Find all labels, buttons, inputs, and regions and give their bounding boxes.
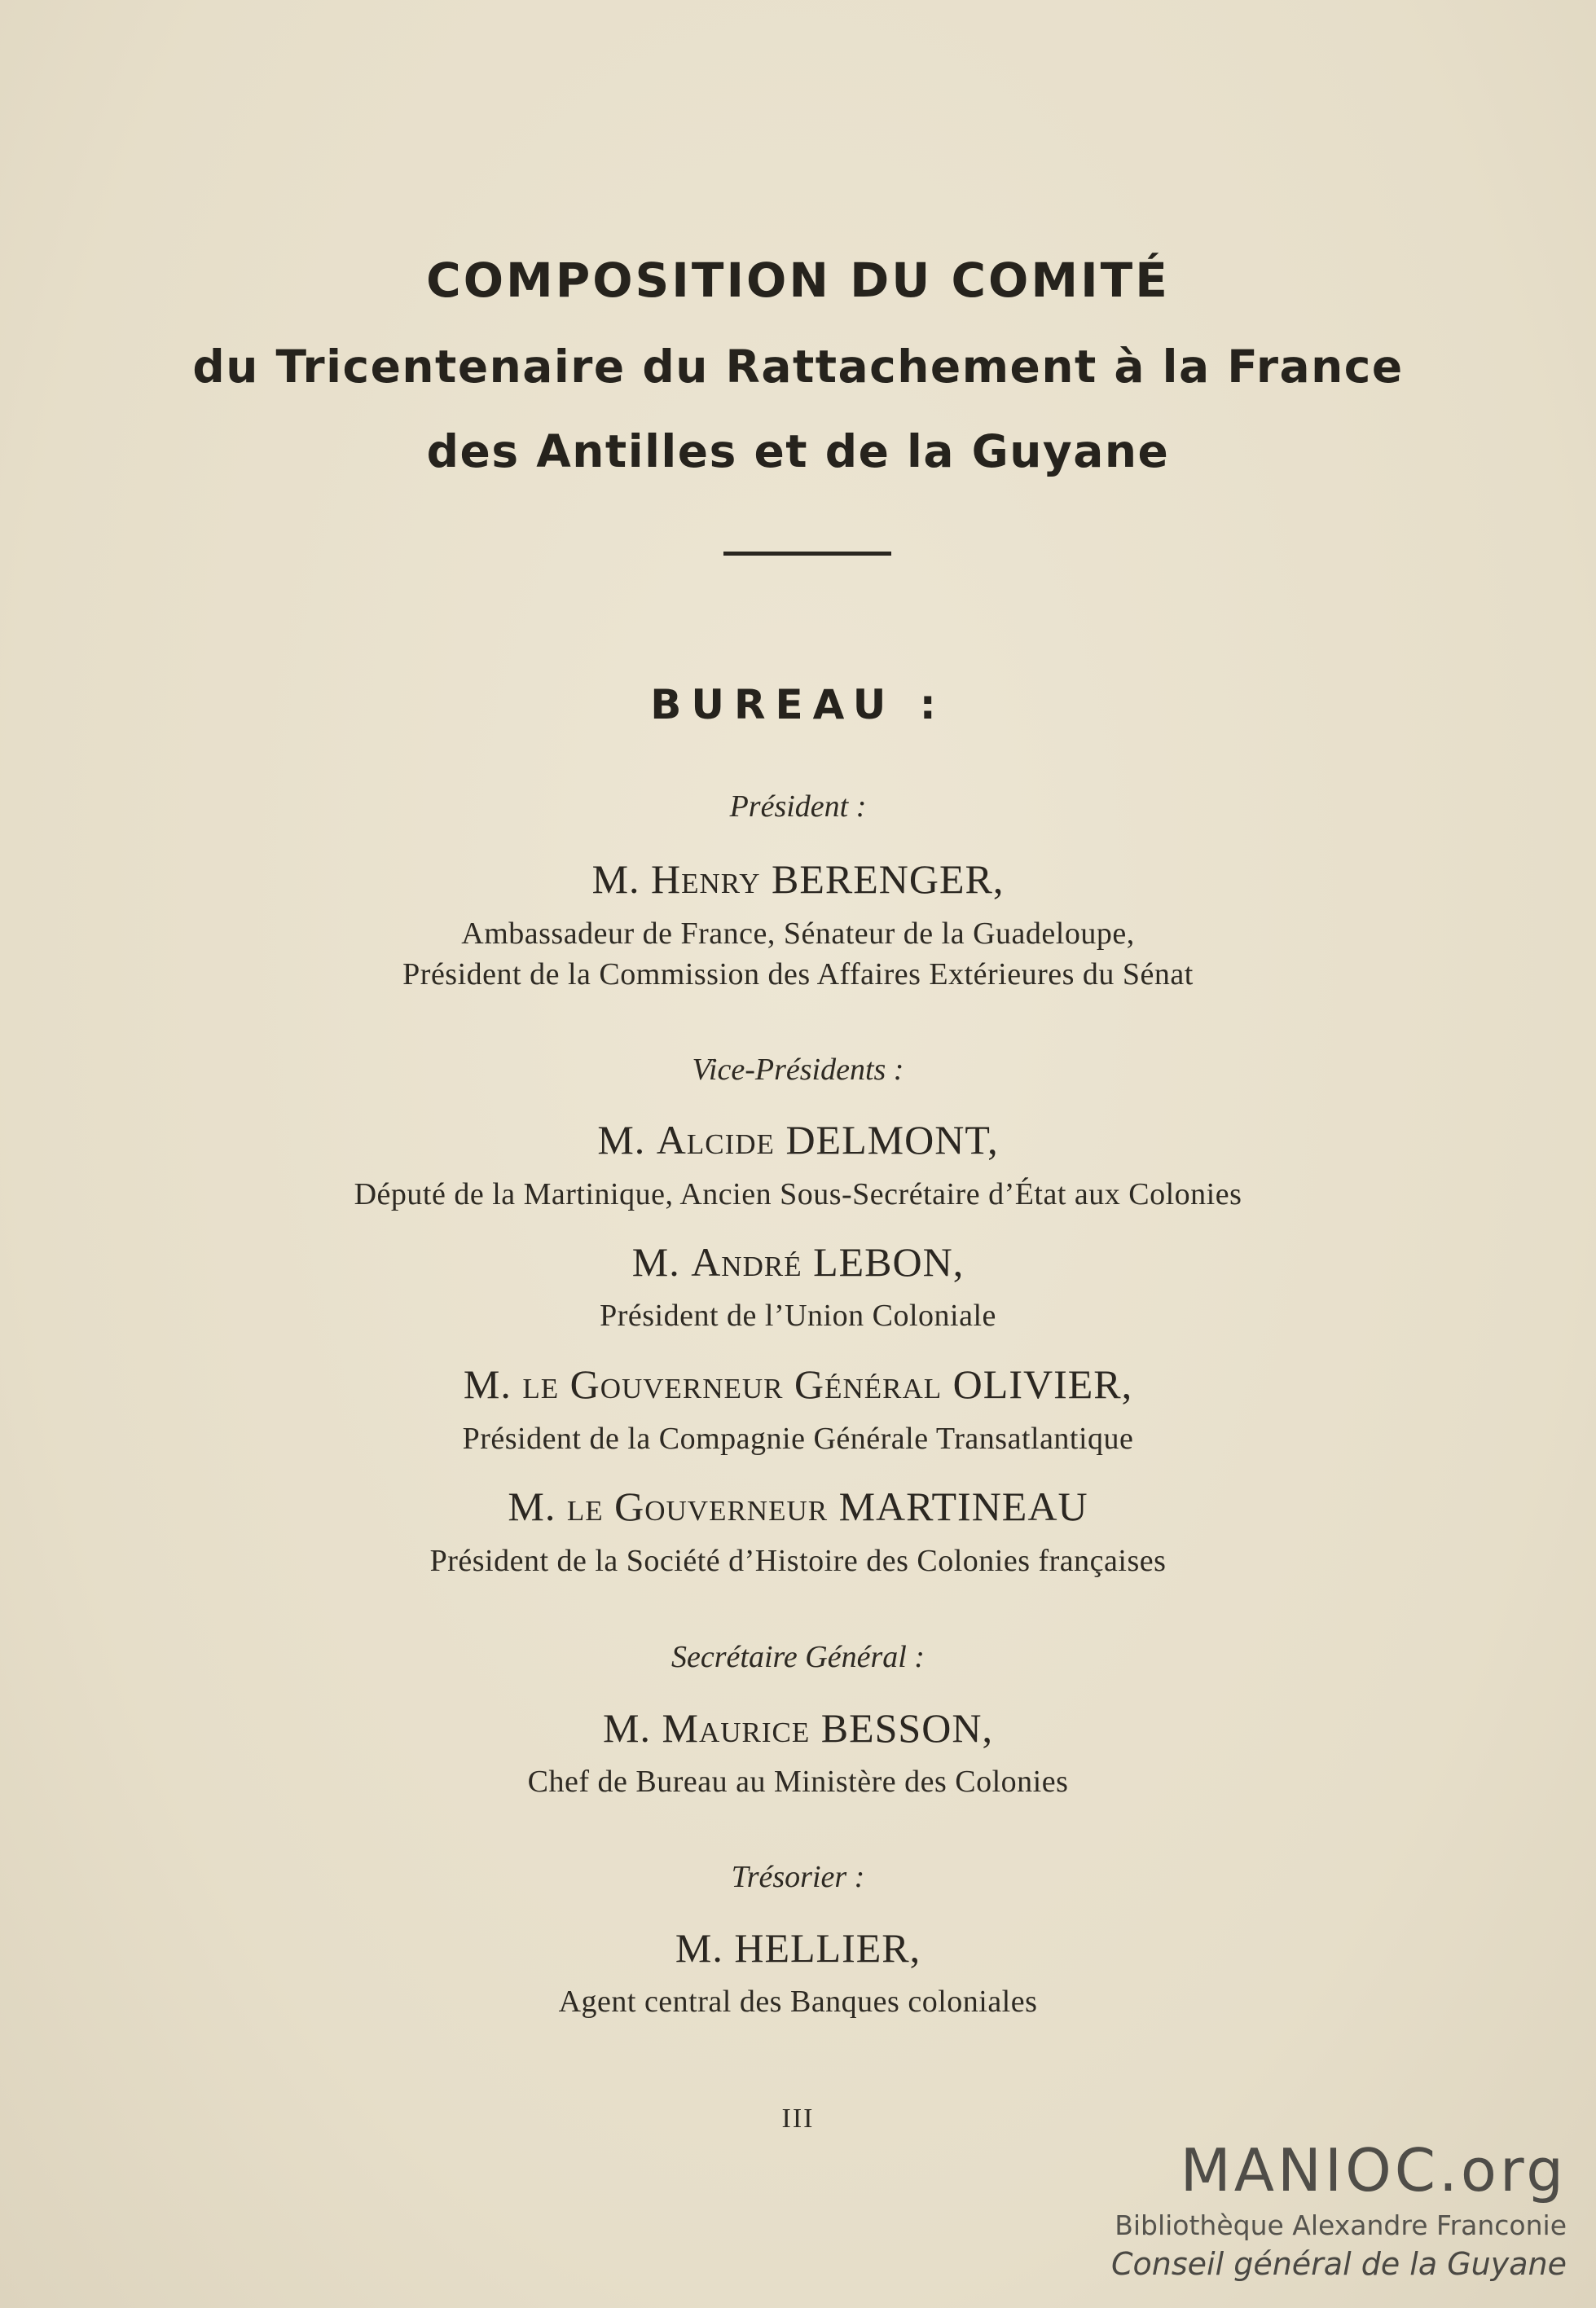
president-desc-line-1: Ambassadeur de France, Sénateur de la Guadeloupe, [461, 917, 1135, 951]
president-prefix: M. [591, 856, 640, 902]
given-name: Alcide [656, 1117, 775, 1163]
vice-president-desc: Président de la Compagnie Générale Transatlantique [462, 1422, 1134, 1456]
vice-president-name [0, 1361, 1596, 1408]
surname: HELLIER, [734, 1925, 921, 1971]
treasurer-role-label: Trésorier : [731, 1860, 865, 1894]
surname: DELMONT, [785, 1117, 999, 1163]
vice-president-desc: Président de l’Union Coloniale [600, 1299, 996, 1333]
page-title: COMPOSITION DU COMITÉ [426, 253, 1170, 308]
treasurer-desc: Agent central des Banques coloniales [558, 1985, 1038, 2019]
president-given-name: Henry [651, 856, 761, 902]
vice-president-desc: Député de la Martinique, Ancien Sous-Secrétaire d’État aux Colonies [354, 1177, 1242, 1211]
surname: OLIVIER, [952, 1361, 1133, 1407]
president-name [0, 855, 1596, 903]
subtitle-line-2: des Antilles et de la Guyane [426, 425, 1170, 477]
secretary-name [0, 1704, 1596, 1752]
page-number: III [781, 2104, 815, 2134]
vice-president-name [0, 1238, 1596, 1286]
watermark-line-1: Bibliothèque Alexandre Franconie [1115, 2209, 1567, 2241]
name-prefix: M. [603, 1705, 651, 1751]
president-desc-line-2: Président de la Commission des Affaires Extérieures du Sénat [402, 957, 1194, 991]
name-prefix: M. [463, 1361, 512, 1407]
surname: LEBON, [813, 1239, 965, 1285]
watermark-line-2: Conseil général de la Guyane [1110, 2246, 1567, 2282]
given-name: le Gouverneur [566, 1484, 829, 1529]
title-divider [723, 552, 891, 556]
given-name: Maurice [662, 1705, 811, 1751]
secretary-desc: Chef de Bureau au Ministère des Colonies [527, 1765, 1069, 1799]
vice-president-name [0, 1483, 1596, 1530]
manioc-logo: MANIOC.org [1180, 2136, 1567, 2205]
subtitle-line-1: du Tricentenaire du Rattachement à la France [192, 341, 1404, 393]
name-prefix: M. [597, 1117, 646, 1163]
name-prefix: M. [508, 1484, 556, 1529]
name-prefix: M. [631, 1239, 680, 1285]
vice-presidents-role-label: Vice-Présidents : [692, 1053, 904, 1087]
vice-president-desc: Président de la Société d’Histoire des Colonies françaises [429, 1544, 1167, 1578]
name-prefix: M. [675, 1925, 723, 1971]
surname: BESSON, [820, 1705, 993, 1751]
treasurer-name [0, 1924, 1596, 1972]
manioc-watermark [1110, 2136, 1567, 2282]
given-name: le Gouverneur Général [522, 1361, 943, 1407]
surname: MARTINEAU [838, 1484, 1088, 1529]
given-name: André [691, 1239, 802, 1285]
president-surname: BERENGER, [772, 856, 1005, 902]
vice-president-name [0, 1116, 1596, 1163]
bureau-heading: BUREAU : [650, 681, 946, 728]
president-role-label: Président : [729, 789, 867, 824]
secretary-role-label: Secrétaire Général : [671, 1640, 925, 1674]
